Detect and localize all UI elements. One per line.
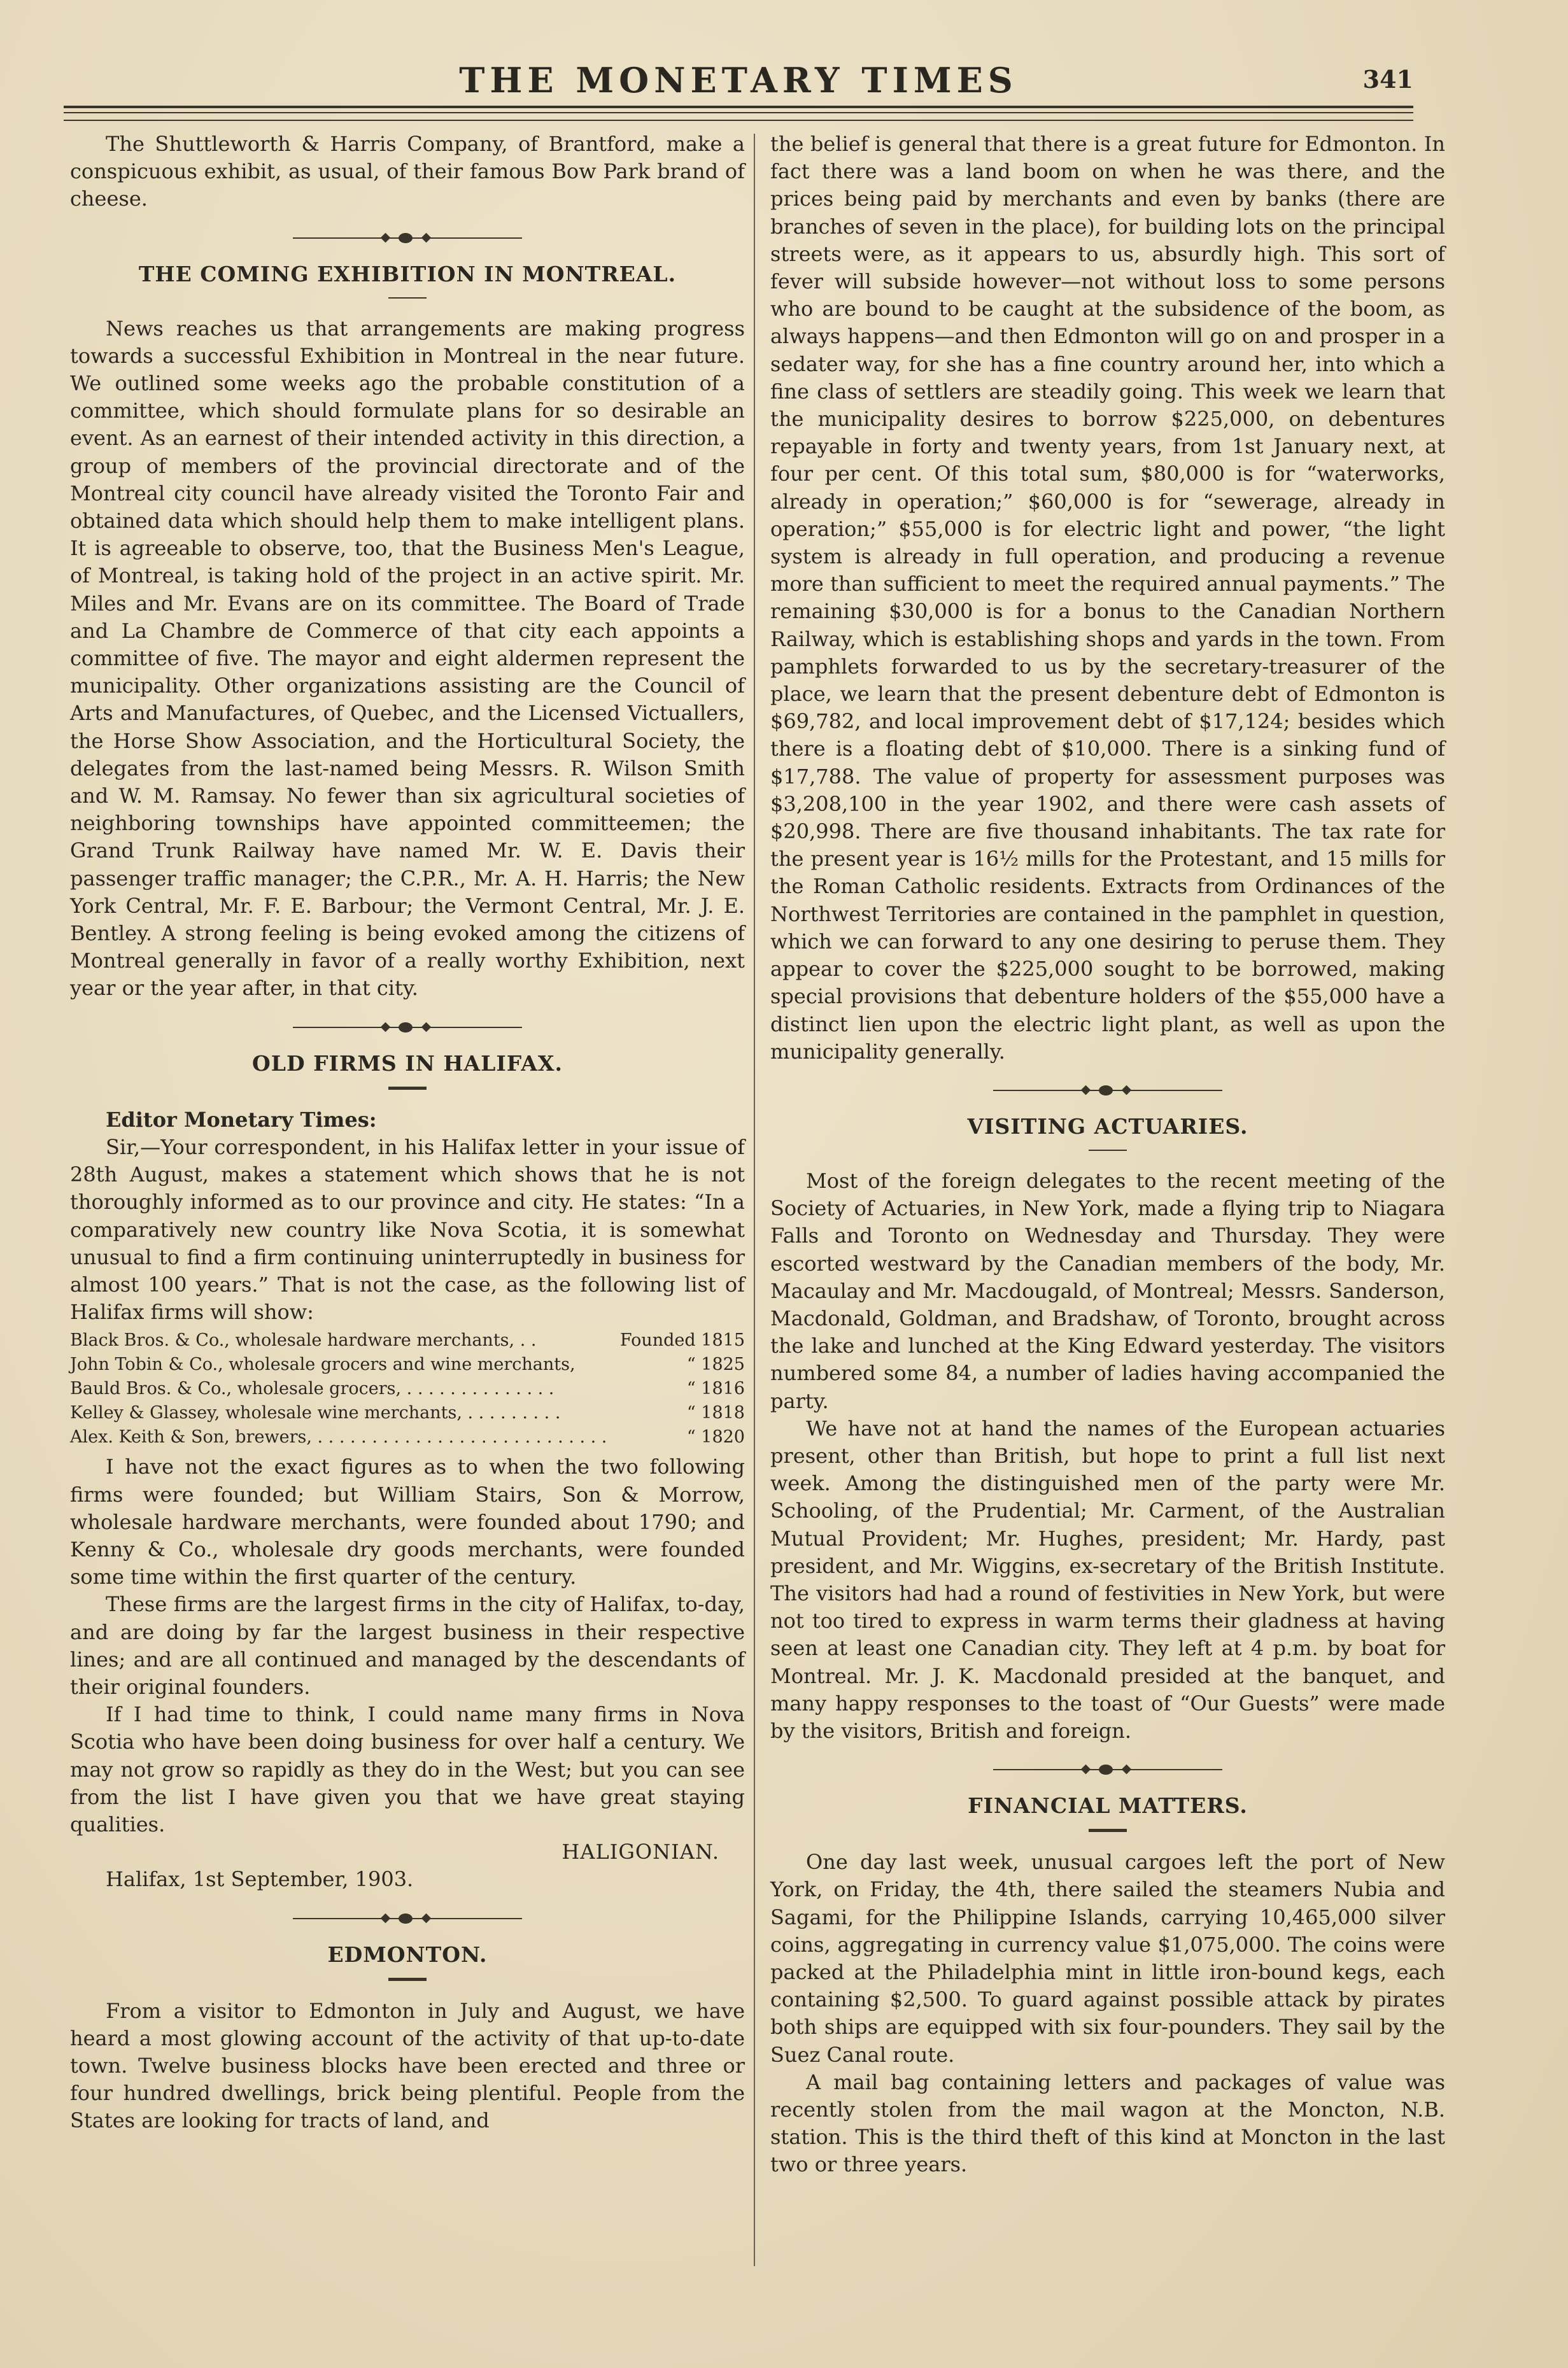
actuaries-paragraph-1: Most of the foreign delegates to the recent meeting of the Society of Actuaries, in New York, made a flying trip to Niagara Falls and Toronto on Wednesday and Thursday. They were escorted westward by the Canadian members of the body, Mr. Macaulay and Mr. Macdougald, of Montreal; Messrs. Sanderson, Macdonald, Goldman, and Bradshaw, of Toronto, brought across the lake and lunched at the King Edward yesterday. The visitors numbered some 84, a number of ladies having accompanied the party.: [770, 1168, 1445, 1413]
letter-dateline: Halifax, 1st September, 1903.: [106, 1867, 414, 1892]
editor-salutation: Editor Monetary Times:: [106, 1107, 377, 1132]
firm-row: [70, 1353, 745, 1377]
firm-founded-year: “ 1818: [686, 1403, 745, 1423]
section-ornament: [293, 229, 522, 248]
masthead-rule-thick: [64, 106, 1413, 108]
heading-rule: [388, 1087, 427, 1090]
firm-founded-year: “ 1816: [686, 1379, 745, 1399]
masthead-rule-thin: [64, 112, 1413, 113]
letter-signature: HALIGONIAN.: [562, 1840, 719, 1864]
firm-row: [70, 1401, 745, 1425]
firm-name: Bauld Bros. & Co., wholesale grocers, . . . . . . . . . . . . . .: [70, 1379, 554, 1399]
heading-rule: [1089, 1829, 1127, 1832]
page-number: 341: [1362, 65, 1413, 94]
firm-row: [70, 1425, 745, 1449]
firm-row: [70, 1328, 745, 1353]
halifax-paragraph-2: I have not the exact figures as to when the two following firms were founded; but William Stairs, Son & Morrow, wholesale hardware merchants, were founded about 1790; and Kenny & Co., wholesale dry goods merchants, were founded some time within the first quarter of the century.: [70, 1455, 745, 1589]
halifax-paragraph-3: These firms are the largest firms in the city of Halifax, to-day, and are doing by far the largest business in their respective lines; and are all continued and managed by the descendants of their original founders.: [70, 1592, 745, 1699]
firm-founded-year: “ 1825: [686, 1355, 745, 1375]
financial-paragraph-2: A mail bag containing letters and packages of value was recently stolen from the mail wagon at the Moncton, N.B. station. This is the third theft of this kind at Moncton in the last two or three years.: [770, 2069, 1445, 2177]
heading-coming-exhibition: THE COMING EXHIBITION IN MONTREAL.: [138, 261, 677, 286]
publication-title: THE MONETARY TIMES: [459, 60, 1018, 101]
heading-rule: [1089, 1150, 1127, 1151]
left-column: [70, 130, 745, 2135]
heading-old-firms-halifax: OLD FIRMS IN HALIFAX.: [252, 1050, 563, 1076]
firm-row: [70, 1377, 745, 1401]
section-ornament: [293, 1909, 522, 1928]
masthead: [64, 56, 1413, 101]
heading-visiting-actuaries: VISITING ACTUARIES.: [967, 1113, 1248, 1139]
firm-name: John Tobin & Co., wholesale grocers and wine merchants,: [70, 1355, 576, 1375]
masthead-rule-thin-lower: [64, 120, 1413, 121]
heading-edmonton: EDMONTON.: [327, 1942, 488, 1967]
firm-name: Kelley & Glassey, wholesale wine merchants, . . . . . . . . .: [70, 1403, 561, 1423]
right-column: [770, 130, 1445, 2179]
edmonton-continuation: the belief is general that there is a great future for Edmonton. In fact there was a land boom on when he was there, and the prices being paid by merchants and even by banks (there are branches of seven in the place), for building lots on the principal streets were, as it appears to us, absurdly high. This sort of fever will subside however—not without loss to some persons who are bound to be caught at the subsidence of the boom, as always happens—and then Edmonton will go on and prosper in a sedater way, for she has a fine country around her, into which a fine class of settlers are steadily going. This week we learn that the municipality desires to borrow $225,000, on debentures repayable in forty and twenty years, from 1st January next, at four per cent. Of this total sum, $80,000 is for “waterworks, already in operation;” $60,000 is for “sewerage, already in operation;” $55,000 is for electric light and power, “the light system is already in full operation, and producing a revenue more than sufficient to meet the required annual payments.” The remaining $30,000 is for a bonus to the Canadian Northern Railway, which is establishing shops and yards in the town. From pamphlets forwarded to us by the secretary-treasurer of the place, we learn that the present debenture debt of Edmonton is $69,782, and local improvement debt of $17,124; besides which there is a floating debt of $10,000. There is a sinking fund of $17,788. The value of property for assessment purposes was $3,208,100 in the year 1902, and there were cash assets of $20,998. There are five thousand inhabitants. The tax rate for the present year is 16½ mills for the Protestant, and 15 mills for the Roman Catholic residents. Extracts from Ordinances of the Northwest Territories are contained in the pamphlet in question, which we can forward to any one desiring to peruse them. They appear to cover the $225,000 sought to be borrowed, making special provisions that debenture holders of the $55,000 have a distinct lien upon the electric light plant, as well as upon the municipality generally.: [770, 132, 1445, 1064]
actuaries-paragraph-2: We have not at hand the names of the European actuaries present, other than British, but hope to print a full list next week. Among the distinguished men of the party were Mr. Schooling, of the Prudential; Mr. Carment, of the Australian Mutual Provident; Mr. Hughes, president; Mr. Hardy, past president, and Mr. Wiggins, ex-secretary of the British Institute. The visitors had had a round of festivities in New York, but were not too tired to express in warm terms their gladness at having seen at least one Canadian city. They left at 4 p.m. by boat for Montreal. Mr. J. K. Macdonald presided at the banquet, and many happy responses to the toast of “Our Guests” were made by the visitors, British and foreign.: [770, 1416, 1445, 1743]
heading-financial-matters: FINANCIAL MATTERS.: [968, 1793, 1248, 1819]
section-ornament: [993, 1760, 1222, 1779]
financial-paragraph-1: One day last week, unusual cargoes left the port of New York, on Friday, the 4th, there sailed the steamers Nubia and Sagami, for the Philippine Islands, carrying 10,465,000 silver coins, aggregating in currency value $1,075,000. The coins were packed at the Philadelphia mint in little iron-bound kegs, each containing $2,500. To guard against possible attack by pirates both ships are equipped with six four-pounders. They sail by the Suez Canal route.: [770, 1850, 1445, 2067]
section-ornament: [993, 1081, 1222, 1100]
heading-rule: [388, 297, 427, 299]
firm-founded-year: “ 1820: [686, 1427, 745, 1448]
firm-name: Black Bros. & Co., wholesale hardware merchants, . .: [70, 1330, 537, 1351]
halifax-firms-table: [70, 1328, 745, 1449]
article-body-exhibition: News reaches us that arrangements are making progress towards a successful Exhibition in Montreal in the near future. We outlined some weeks ago the probable constitution of a committee, which should formulate plans for so desirable an event. As an earnest of their intended activity in this direction, a group of members of the provincial directorate and of the Montreal city council have already visited the Toronto Fair and obtained data which should help them to make intelligent plans. It is agreeable to observe, too, that the Business Men's League, of Montreal, is taking hold of the project in an active spirit. Mr. Miles and Mr. Evans are on its committee. The Board of Trade and La Chambre de Commerce of that city each appoints a committee of five. The mayor and eight aldermen represent the municipality. Other organizations assisting are the Council of Arts and Manufactures, of Quebec, and the Licensed Victuallers, the Horse Show Association, and the Horticultural Society, the delegates from the last-named being Messrs. R. Wilson Smith and W. M. Ramsay. No fewer than six agricultural societies of neighboring townships have appointed committeemen; the Grand Trunk Railway have named Mr. W. E. Davis their passenger traffic manager; the C.P.R., Mr. A. H. Harris; the New York Central, Mr. F. E. Barbour; the Vermont Central, Mr. J. E. Bentley. A strong feeling is being evoked among the citizens of Montreal generally in favor of a really worthy Exhibition, next year or the year after, in that city.: [70, 316, 745, 1001]
firm-founded-year: Founded 1815: [619, 1330, 745, 1351]
halifax-paragraph-4: If I had time to think, I could name many firms in Nova Scotia who have been doing business for over half a century. We may not grow so rapidly as they do in the West; but you can see from the list I have given you that we have great staying qualities.: [70, 1702, 745, 1836]
edmonton-paragraph-1: From a visitor to Edmonton in July and August, we have heard a most glowing account of the activity of that up-to-date town. Twelve business blocks have been erected and three or four hundred dwellings, brick being plentiful. People from the States are looking for tracts of land, and: [70, 1998, 745, 2133]
heading-rule: [388, 1978, 427, 1981]
column-divider: [754, 134, 755, 2266]
halifax-paragraph-1: Sir,—Your correspondent, in his Halifax letter in your issue of 28th August, makes a statement which shows that he is not thoroughly informed as to our province and city. He states: “In a comparatively new country like Nova Scotia, it is somewhat unusual to find a firm continuing uninterruptedly in business for almost 100 years.” That is not the case, as the following list of Halifax firms will show:: [70, 1134, 745, 1325]
article-intro-shuttleworth: The Shuttleworth & Harris Company, of Brantford, make a conspicuous exhibit, as usual, of their famous Bow Park brand of cheese.: [70, 132, 745, 211]
firm-name: Alex. Keith & Son, brewers, . . . . . . . . . . . . . . . . . . . . . . . . . . .: [70, 1427, 607, 1448]
section-ornament: [293, 1018, 522, 1037]
